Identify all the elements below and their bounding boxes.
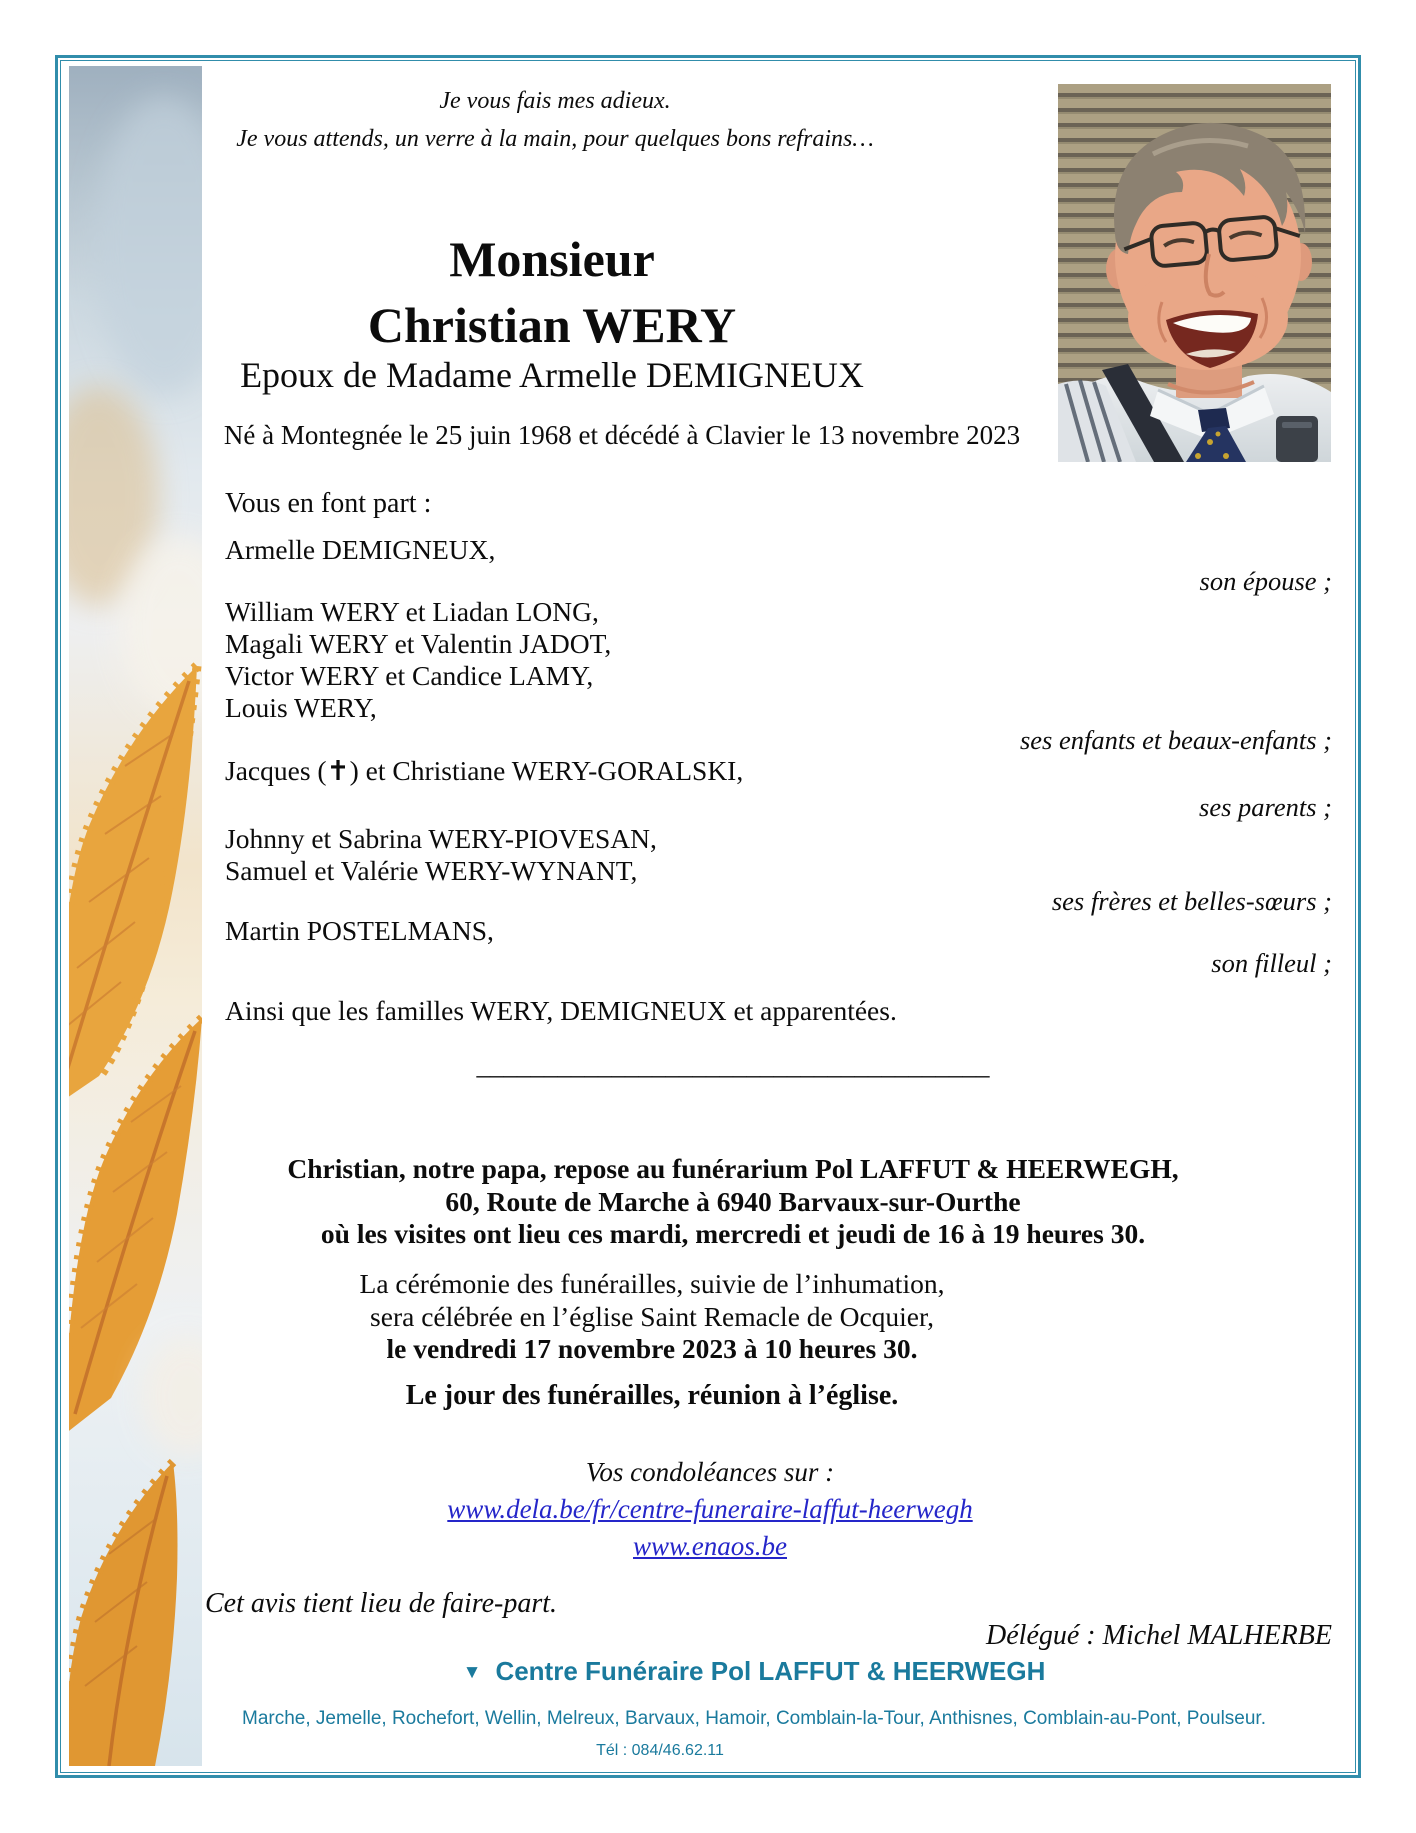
spouse-line: Epoux de Madame Armelle DEMIGNEUX	[240, 355, 864, 395]
ceremony-line-1: La cérémonie des funérailles, suivie de l’inhumation,	[359, 1268, 945, 1299]
family-member: Samuel et Valérie WERY-WYNANT,	[225, 855, 638, 886]
opening-quote	[202, 82, 908, 158]
section-divider: ______________________________________	[476, 1050, 990, 1080]
ceremony-line-2: sera célébrée en l’église Saint Remacle de Ocquier,	[370, 1300, 934, 1332]
family-member: Jacques (✝) et Christiane WERY-GORALSKI,	[225, 755, 744, 786]
ceremony-date-line: le vendredi 17 novembre 2023 à 10 heures 30.	[386, 1333, 918, 1364]
funeral-home-cities: Marche, Jemelle, Rochefort, Wellin, Melreux, Barvaux, Hamoir, Comblain-la-Tour, Anthisnes, Comblain-au-Pont, Poulseur.	[242, 1708, 1266, 1729]
delegate-line: Délégué : Michel MALHERBE	[986, 1620, 1332, 1651]
triangle-down-icon: ▼	[462, 1662, 482, 1683]
autumn-leaves-image	[69, 66, 202, 1766]
family-group-siblings	[225, 823, 657, 887]
relation-godson: son filleul ;	[1211, 948, 1332, 978]
family-member: William WERY et Liadan LONG,	[225, 596, 599, 627]
funeral-home-banner	[202, 1656, 1306, 1687]
autumn-leaves-illustration	[69, 66, 202, 1766]
deceased-civility: Monsieur	[449, 231, 655, 287]
relation-children: ses enfants et beaux-enfants ;	[1019, 725, 1332, 755]
family-group-spouse	[225, 534, 495, 566]
wake-line-3: où les visites ont lieu ces mardi, mercredi et jeudi de 16 à 19 heures 30.	[320, 1218, 1146, 1249]
funeral-home-name: Centre Funéraire Pol LAFFUT & HEERWEGH	[495, 1656, 1046, 1686]
quote-line-1: Je vous fais mes adieux.	[439, 88, 671, 114]
condolences-link-enaos[interactable]: www.enaos.be	[633, 1531, 787, 1561]
family-member: Martin POSTELMANS,	[225, 915, 494, 946]
wake-line-1: Christian, notre papa, repose au funérarium Pol LAFFUT & HEERWEGH,	[287, 1153, 1179, 1184]
portrait-photo-illustration	[1058, 84, 1331, 462]
ceremony-info	[202, 1268, 1102, 1366]
wake-line-2: 60, Route de Marche à 6940 Barvaux-sur-Ourthe	[445, 1185, 1021, 1217]
family-member: Louis WERY,	[225, 692, 377, 723]
family-member: Armelle DEMIGNEUX,	[225, 534, 496, 565]
relation-parents: ses parents ;	[1199, 792, 1332, 822]
families-line: Ainsi que les familles WERY, DEMIGNEUX et apparentées.	[225, 995, 897, 1026]
reunion-line: Le jour des funérailles, réunion à l’église.	[405, 1380, 899, 1411]
wake-info	[202, 1153, 1264, 1251]
condolences-label: Vos condoléances sur :	[585, 1457, 835, 1487]
relation-spouse: son épouse ;	[1199, 566, 1332, 596]
quote-line-2: Je vous attends, un verre à la main, pour quelques bons refrains…	[236, 126, 874, 152]
notice-line: Cet avis tient lieu de faire-part.	[205, 1588, 558, 1619]
family-group-children	[225, 596, 611, 724]
family-member: Magali WERY et Valentin JADOT,	[225, 628, 612, 659]
family-member: Victor WERY et Candice LAMY,	[225, 660, 594, 691]
deceased-title-block	[202, 226, 902, 358]
condolences-link-dela[interactable]: www.dela.be/fr/centre-funeraire-laffut-heerwegh	[447, 1494, 973, 1524]
condolences-block	[202, 1454, 1218, 1565]
funeral-home-phone: Tél : 084/46.62.11	[596, 1742, 724, 1759]
portrait-photo	[1058, 84, 1331, 462]
family-group-parents	[225, 755, 743, 787]
life-dates-line: Né à Montegnée le 25 juin 1968 et décédé à Clavier le 13 novembre 2023	[223, 420, 1021, 450]
deceased-name: Christian WERY	[367, 297, 737, 353]
family-member: Johnny et Sabrina WERY-PIOVESAN,	[225, 823, 657, 854]
family-group-godson	[225, 915, 494, 947]
relation-siblings: ses frères et belles-sœurs ;	[1051, 886, 1332, 916]
announcement-intro: Vous en font part :	[225, 488, 432, 519]
